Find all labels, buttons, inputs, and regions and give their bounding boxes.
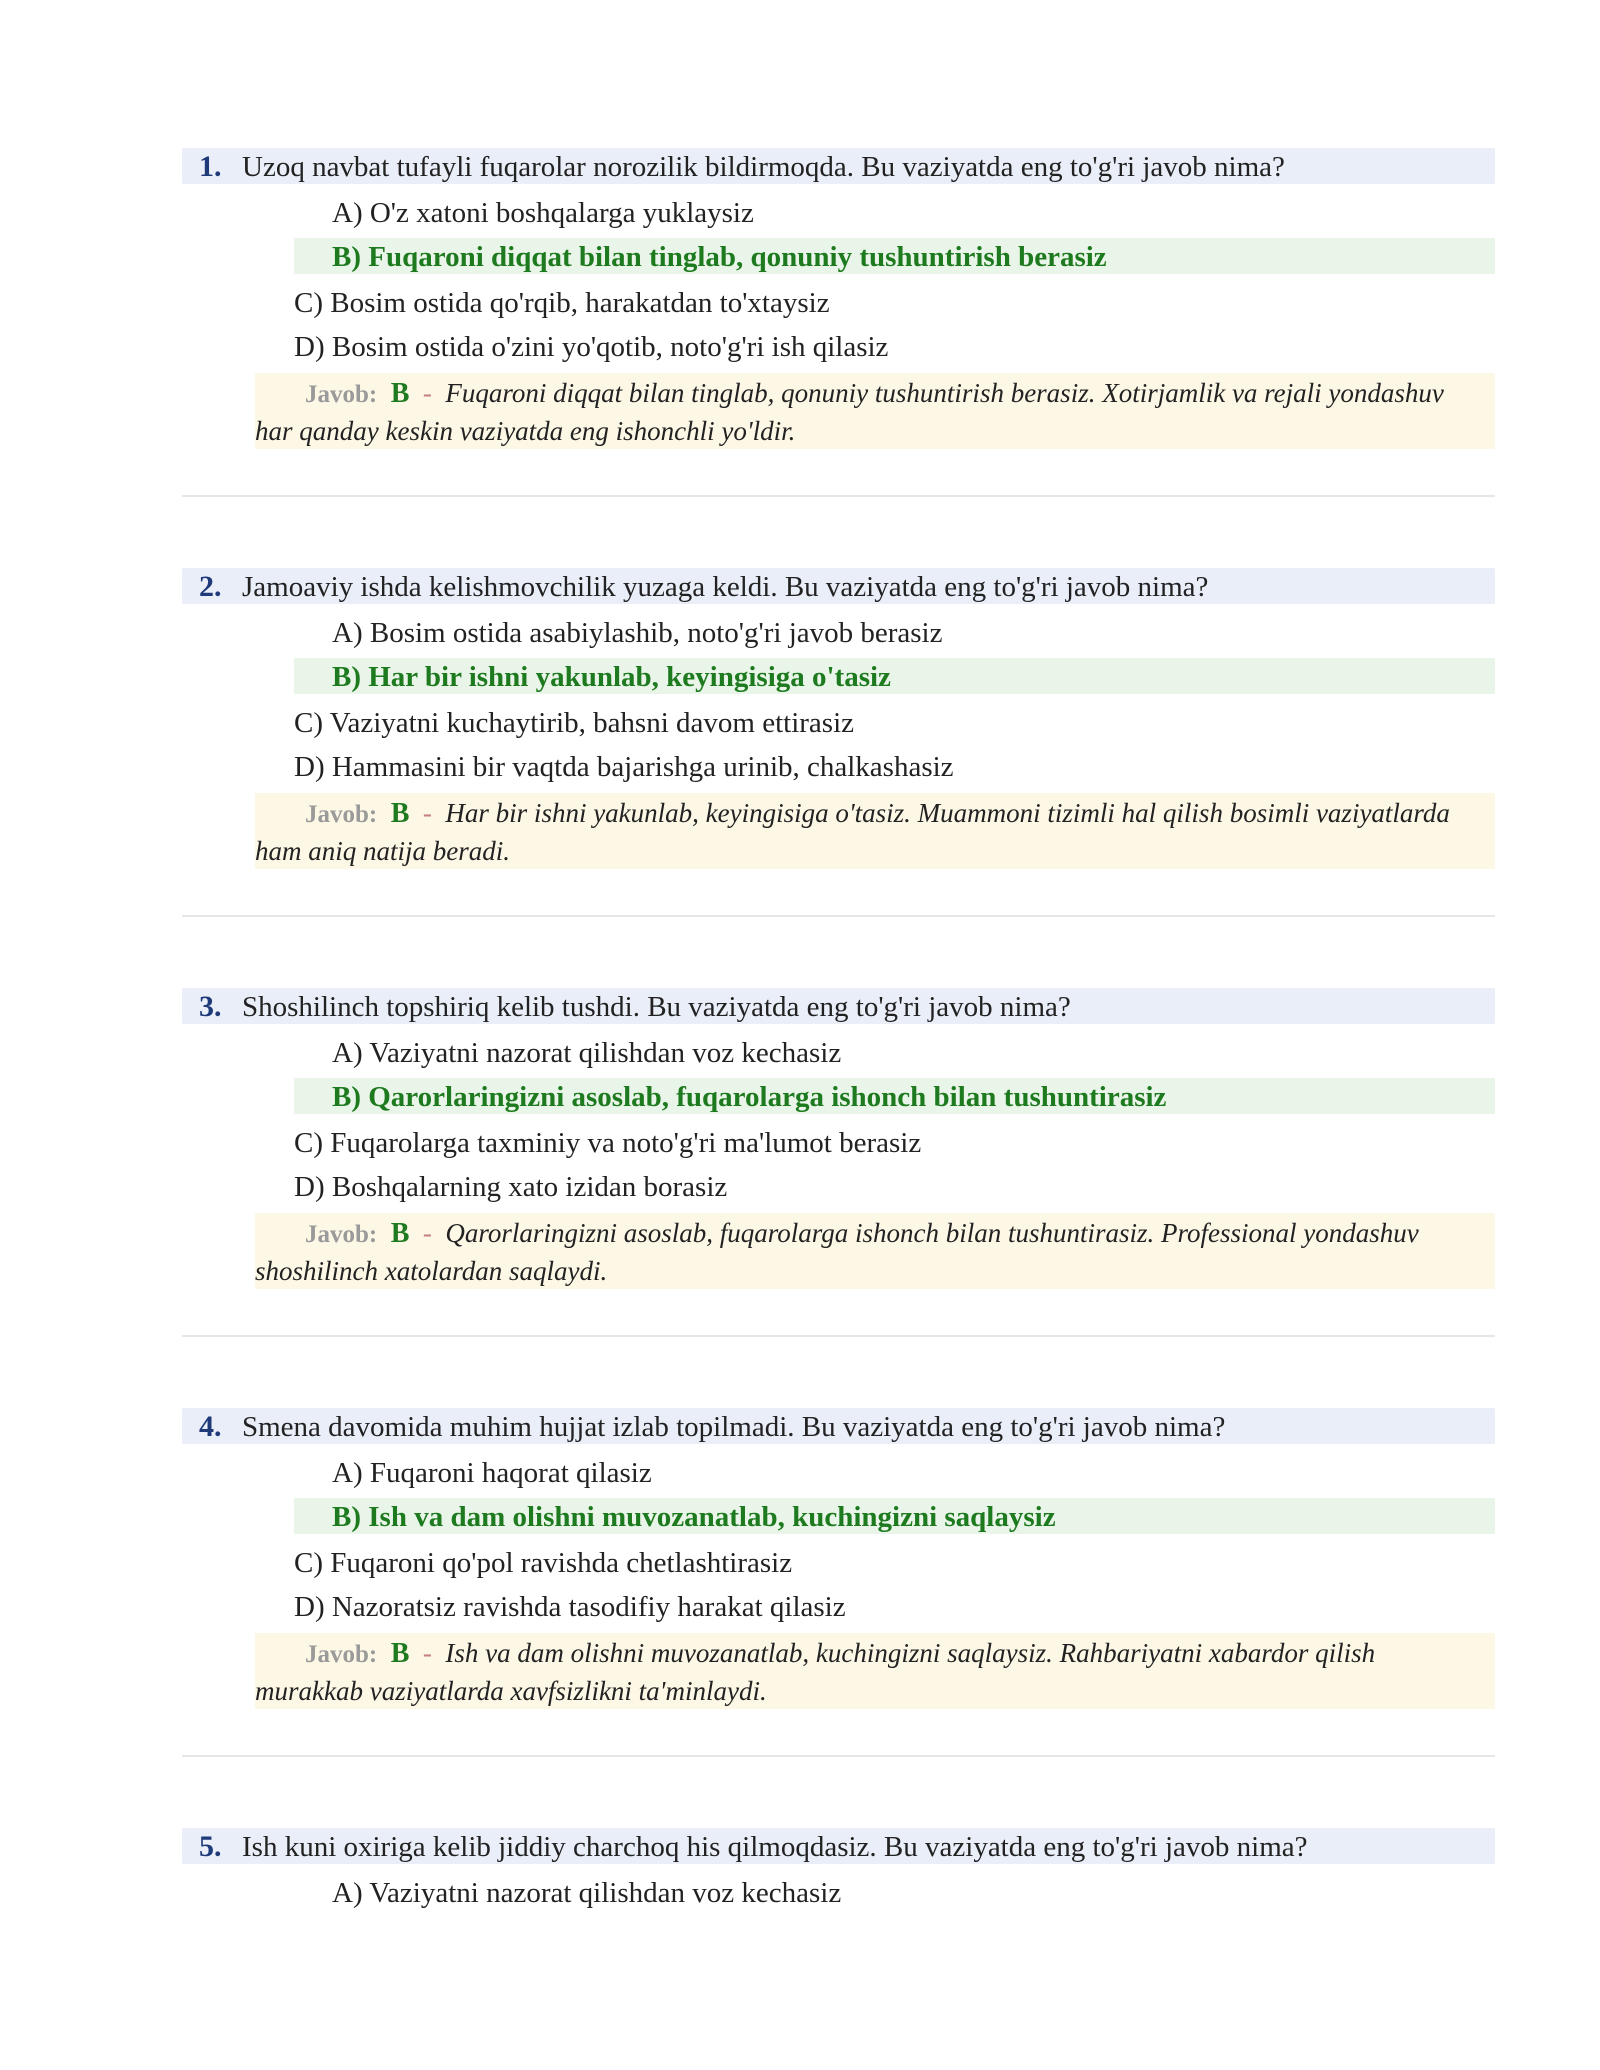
answer-label: Javob: [305, 1221, 378, 1248]
divider [182, 915, 1495, 917]
question-text: Ish kuni oxiriga kelib jiddiy charchoq his qilmoqdasiz. Bu vaziyatda eng to'g'ri javob nima? [242, 1831, 1308, 1863]
option-b-correct: B) Har bir ishni yakunlab, keyingisiga o'tasiz [332, 661, 891, 693]
option-a: A) Bosim ostida asabiylashib, noto'g'ri javob berasiz [332, 617, 943, 649]
option-b-correct: B) Ish va dam olishni muvozanatlab, kuchingizni saqlaysiz [332, 1501, 1056, 1533]
divider [182, 495, 1495, 497]
option-d: D) Bosim ostida o'zini yo'qotib, noto'g'ri ish qilasiz [294, 331, 889, 363]
answer-dash: - [422, 378, 432, 408]
question-number: 2. [199, 570, 222, 603]
question-text: Smena davomida muhim hujjat izlab topilmadi. Bu vaziyatda eng to'g'ri javob nima? [242, 1411, 1226, 1443]
answer-text [255, 375, 1475, 450]
option-d: D) Nazoratsiz ravishda tasodifiy harakat qilasiz [294, 1591, 846, 1623]
option-c: C) Fuqaroni qo'pol ravishda chetlashtirasiz [294, 1547, 793, 1579]
answer-text [255, 795, 1475, 870]
answer-dash: - [422, 798, 432, 828]
option-d: D) Boshqalarning xato izidan borasiz [294, 1171, 728, 1203]
question-number: 4. [199, 1410, 222, 1443]
divider [182, 1755, 1495, 1757]
option-a: A) Vaziyatni nazorat qilishdan voz kechasiz [332, 1037, 842, 1069]
answer-letter: B [390, 378, 410, 409]
answer-box [255, 1213, 1495, 1289]
answer-letter: B [390, 1218, 410, 1249]
answer-box [255, 1633, 1495, 1709]
option-a: A) Fuqaroni haqorat qilasiz [332, 1457, 652, 1489]
option-a: A) O'z xatoni boshqalarga yuklaysiz [332, 197, 754, 229]
question-number: 1. [199, 150, 222, 183]
answer-label: Javob: [305, 1641, 378, 1668]
answer-explanation: Qarorlaringizni asoslab, fuqarolarga ishonch bilan tushuntirasiz. Professional yondashuv shoshilinch xatolardan saqlaydi. [255, 1218, 1419, 1286]
option-c: C) Fuqarolarga taxminiy va noto'g'ri ma'lumot berasiz [294, 1127, 922, 1159]
divider [182, 1335, 1495, 1337]
answer-label: Javob: [305, 801, 378, 828]
option-c: C) Bosim ostida qo'rqib, harakatdan to'xtaysiz [294, 287, 830, 319]
answer-explanation: Fuqaroni diqqat bilan tinglab, qonuniy tushuntirish berasiz. Xotirjamlik va rejali yondashuv har qanday keskin vaziyatda eng ishonchli yo'ldir. [255, 378, 1444, 446]
option-a: A) Vaziyatni nazorat qilishdan voz kechasiz [332, 1877, 842, 1909]
option-c: C) Vaziyatni kuchaytirib, bahsni davom ettirasiz [294, 707, 854, 739]
answer-label: Javob: [305, 381, 378, 408]
answer-box [255, 793, 1495, 869]
answer-dash: - [422, 1638, 432, 1668]
question-text: Uzoq navbat tufayli fuqarolar norozilik bildirmoqda. Bu vaziyatda eng to'g'ri javob nima? [242, 151, 1285, 183]
answer-dash: - [422, 1218, 432, 1248]
question-text: Jamoaviy ishda kelishmovchilik yuzaga keldi. Bu vaziyatda eng to'g'ri javob nima? [242, 571, 1209, 603]
answer-text [255, 1635, 1475, 1710]
question-number: 3. [199, 990, 222, 1023]
option-b-correct: B) Qarorlaringizni asoslab, fuqarolarga ishonch bilan tushuntirasiz [332, 1081, 1167, 1113]
answer-letter: B [390, 1638, 410, 1669]
question-text: Shoshilinch topshiriq kelib tushdi. Bu vaziyatda eng to'g'ri javob nima? [242, 991, 1071, 1023]
answer-explanation: Ish va dam olishni muvozanatlab, kuchingizni saqlaysiz. Rahbariyatni xabardor qilish murakkab vaziyatlarda xavfsizlikni ta'minlaydi. [255, 1638, 1376, 1706]
option-d: D) Hammasini bir vaqtda bajarishga urinib, chalkashasiz [294, 751, 954, 783]
option-b-correct: B) Fuqaroni diqqat bilan tinglab, qonuniy tushuntirish berasiz [332, 241, 1107, 273]
answer-box [255, 373, 1495, 449]
question-number: 5. [199, 1830, 222, 1863]
answer-explanation: Har bir ishni yakunlab, keyingisiga o'tasiz. Muammoni tizimli hal qilish bosimli vaziyatlarda ham aniq natija beradi. [255, 798, 1450, 866]
answer-text [255, 1215, 1475, 1290]
answer-letter: B [390, 798, 410, 829]
